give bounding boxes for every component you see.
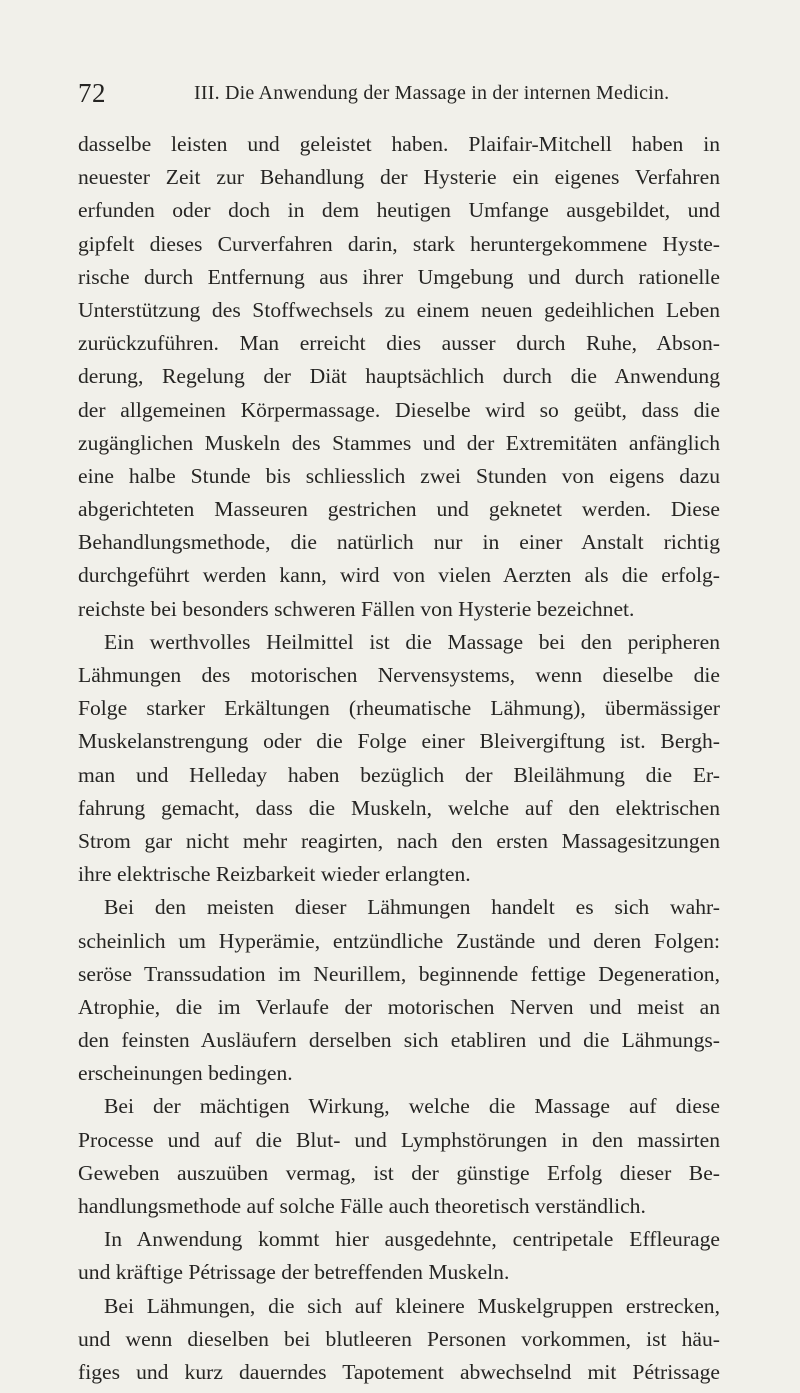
text-line: abgerichteten Masseuren gestrichen und geknetet werden. Diese bbox=[78, 497, 720, 522]
body-text bbox=[78, 128, 720, 1389]
text-line: erfunden oder doch in dem heutigen Umfange ausgebildet, und bbox=[78, 198, 720, 223]
text-line: seröse Transsudation im Neurillem, beginnende fettige Degeneration, bbox=[78, 961, 720, 986]
text-line: Folge starker Erkältungen (rheumatische Lähmung), übermässiger bbox=[78, 696, 720, 721]
paragraph-start-line: Bei der mächtigen Wirkung, welche die Massage auf diese bbox=[104, 1094, 720, 1119]
text-line: neuester Zeit zur Behandlung der Hysterie ein eigenes Verfahren bbox=[78, 165, 720, 190]
paragraph-start-line: Bei den meisten dieser Lähmungen handelt es sich wahr- bbox=[104, 895, 720, 920]
text-line: Geweben auszuüben vermag, ist der günstige Erfolg dieser Be- bbox=[78, 1160, 720, 1185]
text-line: Processe und auf die Blut- und Lymphstörungen in den massirten bbox=[78, 1127, 720, 1152]
text-line: Lähmungen des motorischen Nervensystems, wenn dieselbe die bbox=[78, 663, 720, 687]
text-line: handlungsmethode auf solche Fälle auch theoretisch verständlich. bbox=[78, 1194, 646, 1218]
text-line: Strom gar nicht mehr reagirten, nach den ersten Massagesitzungen bbox=[78, 828, 720, 853]
text-line: Unterstützung des Stoffwechsels zu einem neuen gedeihlichen Leben bbox=[78, 297, 720, 322]
text-line: Behandlungsmethode, die natürlich nur in einer Anstalt richtig bbox=[78, 530, 720, 555]
text-line: fahrung gemacht, dass die Muskeln, welche auf den elektrischen bbox=[78, 795, 720, 820]
text-line: scheinlich um Hyperämie, entzündliche Zustände und deren Folgen: bbox=[78, 928, 720, 953]
text-line: zugänglichen Muskeln des Stammes und der Extremitäten anfänglich bbox=[78, 430, 720, 455]
text-line: Atrophie, die im Verlaufe der motorischen Nerven und meist an bbox=[78, 994, 720, 1019]
text-line: den feinsten Ausläufern derselben sich etabliren und die Lähmungs- bbox=[78, 1028, 720, 1053]
text-line: derung, Regelung der Diät hauptsächlich durch die Anwendung bbox=[78, 364, 720, 389]
page-number: 72 bbox=[78, 78, 106, 108]
text-line: eine halbe Stunde bis schliesslich zwei Stunden von eigens dazu bbox=[78, 463, 720, 488]
text-line: zurückzuführen. Man erreicht dies ausser durch Ruhe, Abson- bbox=[78, 331, 720, 356]
text-line: man und Helleday haben bezüglich der Bleilähmung die Er- bbox=[78, 762, 720, 787]
text-line: reichste bei besonders schweren Fällen von Hysterie bezeichnet. bbox=[78, 596, 635, 621]
paragraph-start-line: Bei Lähmungen, die sich auf kleinere Muskelgruppen erstrecken, bbox=[104, 1293, 720, 1318]
running-header bbox=[78, 78, 720, 108]
text-line: und kräftige Pétrissage der betreffenden Muskeln. bbox=[78, 1260, 510, 1285]
text-line: Muskelanstrengung oder die Folge einer Bleivergiftung ist. Bergh- bbox=[78, 729, 720, 754]
text-line: der allgemeinen Körpermassage. Dieselbe wird so geübt, dass die bbox=[78, 397, 720, 422]
paragraph-start-line: In Anwendung kommt hier ausgedehnte, centripetale Effleurage bbox=[104, 1227, 720, 1252]
text-line: durchgeführt werden kann, wird von vielen Aerzten als die erfolg- bbox=[78, 563, 720, 588]
text-line: gipfelt dieses Curverfahren darin, stark heruntergekommene Hyste- bbox=[78, 231, 720, 256]
text-line: rische durch Entfernung aus ihrer Umgebung und durch rationelle bbox=[78, 264, 720, 289]
text-line: figes und kurz dauerndes Tapotement abwechselnd mit Pétrissage bbox=[78, 1359, 720, 1384]
text-line: erscheinungen bedingen. bbox=[78, 1061, 293, 1086]
text-line: und wenn dieselben bei blutleeren Personen vorkommen, ist häu- bbox=[78, 1326, 720, 1351]
running-title: III. Die Anwendung der Massage in der internen Medicin. bbox=[194, 82, 670, 104]
paragraph-start-line: Ein werthvolles Heilmittel ist die Massage bei den peripheren bbox=[104, 629, 720, 654]
text-line: dasselbe leisten und geleistet haben. Plaifair-Mitchell haben in bbox=[78, 132, 720, 156]
text-line: ihre elektrische Reizbarkeit wieder erlangten. bbox=[78, 862, 471, 887]
